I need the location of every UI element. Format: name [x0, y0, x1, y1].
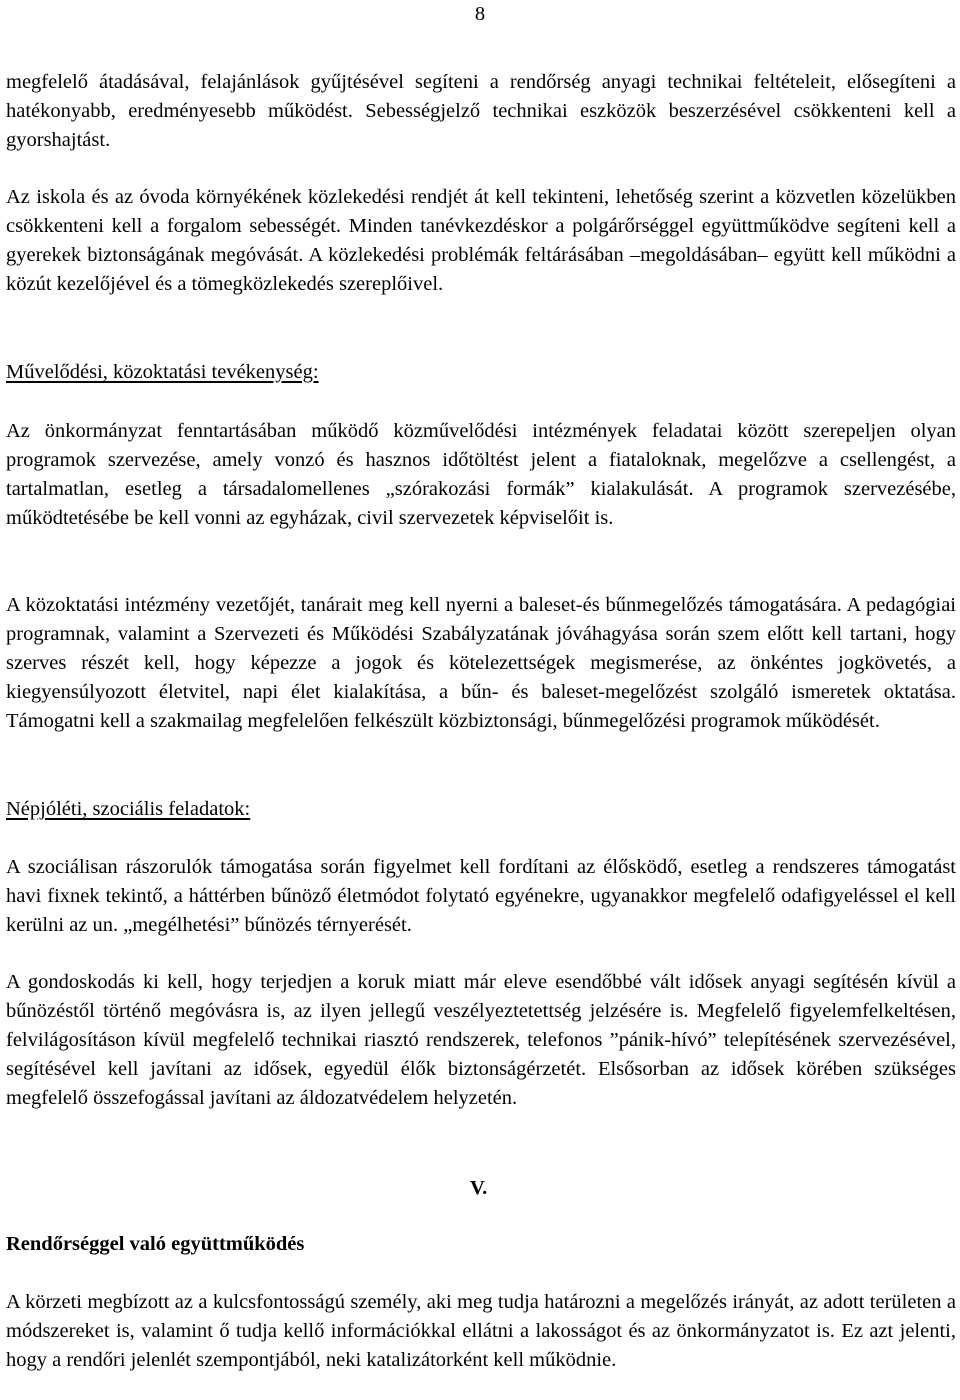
- paragraph-school-traffic: Az iskola és az óvoda környékének közlekedési rendjét át kell tekinteni, lehetőség szerint a közvetlen közelükben csökkenteni kell a forgalom sebességét. Minden tanévkezdéskor a polgárőrséggel együttműködve segíteni kell a gyerekek biztonságának megóvását. A közlekedési problémák feltárásában –megoldásában– együtt kell működni a közút kezelőjével és a tömegközlekedés szereplőivel.: [6, 186, 956, 295]
- paragraph-elderly-care: A gondoskodás ki kell, hogy terjedjen a koruk miatt már eleve esendőbbé vált idősek anyagi segítésén kívül a bűnözéstől történő megóvásra is, az ilyen jellegű veszélyeztetettség jelzésére is. Megfelelő figyelemfelkeltésen, felvilágosításon kívül megfelelő technikai riasztó rendszerek, telefonos ”pánik-hívó” telepítésének szervezésével, segítésével kell javítani az idősek, egyedül élők biztonságérzetét. Elsősorban az idősek körében szükséges megfelelő összefogással javítani az áldozatvédelem helyzetén.: [6, 971, 956, 1109]
- page-number: 8: [474, 3, 486, 25]
- paragraph-cultural-programs: Az önkormányzat fenntartásában működő közművelődési intézmények feladatai között szerepeljen olyan programok szervezése, amely vonzó és hasznos időtöltést jelent a fiataloknak, megelőzve a csellengést, a tartalmatlan, esetleg a társadalomellenes „szórakozási formák” kialakulását. A programok szervezésébe, működtetésébe be kell vonni az egyházak, civil szervezetek képviselőit is.: [6, 420, 956, 529]
- heading-police-cooperation: Rendőrséggel való együttműködés: [6, 1233, 305, 1255]
- section-number: V.: [470, 1177, 488, 1199]
- heading-cultural-education: Művelődési, közoktatási tevékenység:: [6, 361, 319, 383]
- paragraph-police-support: megfelelő átadásával, felajánlások gyűjtésével segíteni a rendőrség anyagi technikai feltételeit, elősegíteni a hatékonyabb, eredményesebb működést. Sebességjelző technikai eszközök beszerzésével csökkenteni kell a gyorshajtást.: [6, 71, 956, 151]
- paragraph-community-officer: A körzeti megbízott az a kulcsfontosságú személy, aki meg tudja határozni a megelőzés irányát, az adott területen a módszereket is, valamint ő tudja kellő információkkal ellátni a lakosságot és az önkormányzatot is. Ez azt jelenti, hogy a rendőri jelenlét szempontjából, neki katalizátorként kell működnie.: [6, 1291, 956, 1371]
- paragraph-education-institutions: A közoktatási intézmény vezetőjét, tanárait meg kell nyerni a baleset-és bűnmegelőzés támogatására. A pedagógiai programnak, valamint a Szervezeti és Működési Szabályzatának jóváhagyása során szem előtt kell tartani, hogy szerves részét kell, hogy képezze a jogok és kötelezettségek megismerése, az önkéntes jogkövetés, a kiegyensúlyozott életvitel, napi élet kialakítása, a bűn- és baleset-megelőzést szolgáló ismeretek oktatása. Támogatni kell a szakmailag megfelelően felkészült közbiztonsági, bűnmegelőzési programok működését.: [6, 594, 956, 732]
- heading-social-welfare: Népjóléti, szociális feladatok:: [6, 798, 251, 820]
- paragraph-social-support: A szociálisan rászorulók támogatása során figyelmet kell fordítani az élősködő, esetleg a rendszeres támogatást havi fixnek tekintő, a háttérben bűnöző életmódot folytató egyénekre, ugyanakkor megfelelő odafigyeléssel el kell kerülni az un. „megélhetési” bűnözés térnyerését.: [6, 856, 956, 936]
